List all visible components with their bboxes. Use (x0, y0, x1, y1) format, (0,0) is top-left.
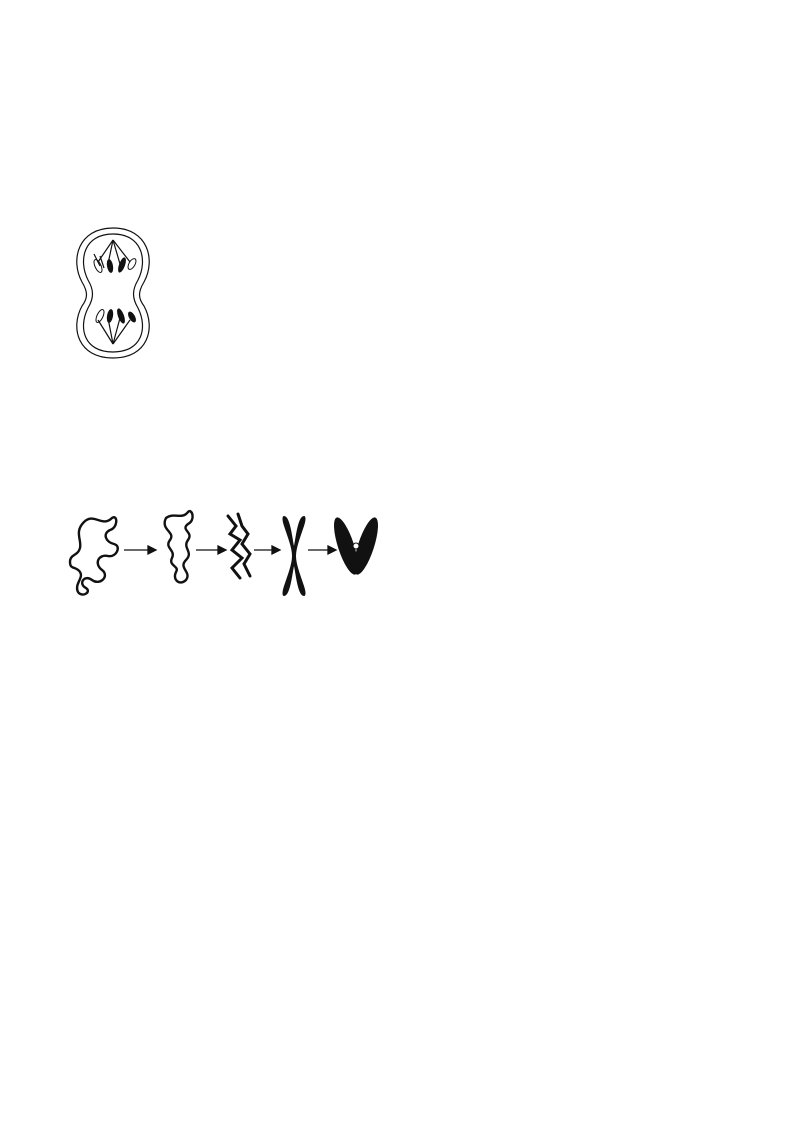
figure-12 (0, 506, 794, 598)
chromosome-stage-d (283, 516, 306, 596)
chromosome-stage-e (329, 515, 383, 577)
q13-options (75, 808, 405, 828)
chromosomes-jia (92, 256, 137, 324)
chromosome-stage-a (70, 517, 118, 594)
cell-figure-jia (77, 228, 149, 358)
figure-11 (0, 220, 794, 380)
arrows (124, 546, 336, 554)
chromosome-stage-b (165, 511, 193, 582)
chromosome-stage-c (228, 514, 250, 578)
